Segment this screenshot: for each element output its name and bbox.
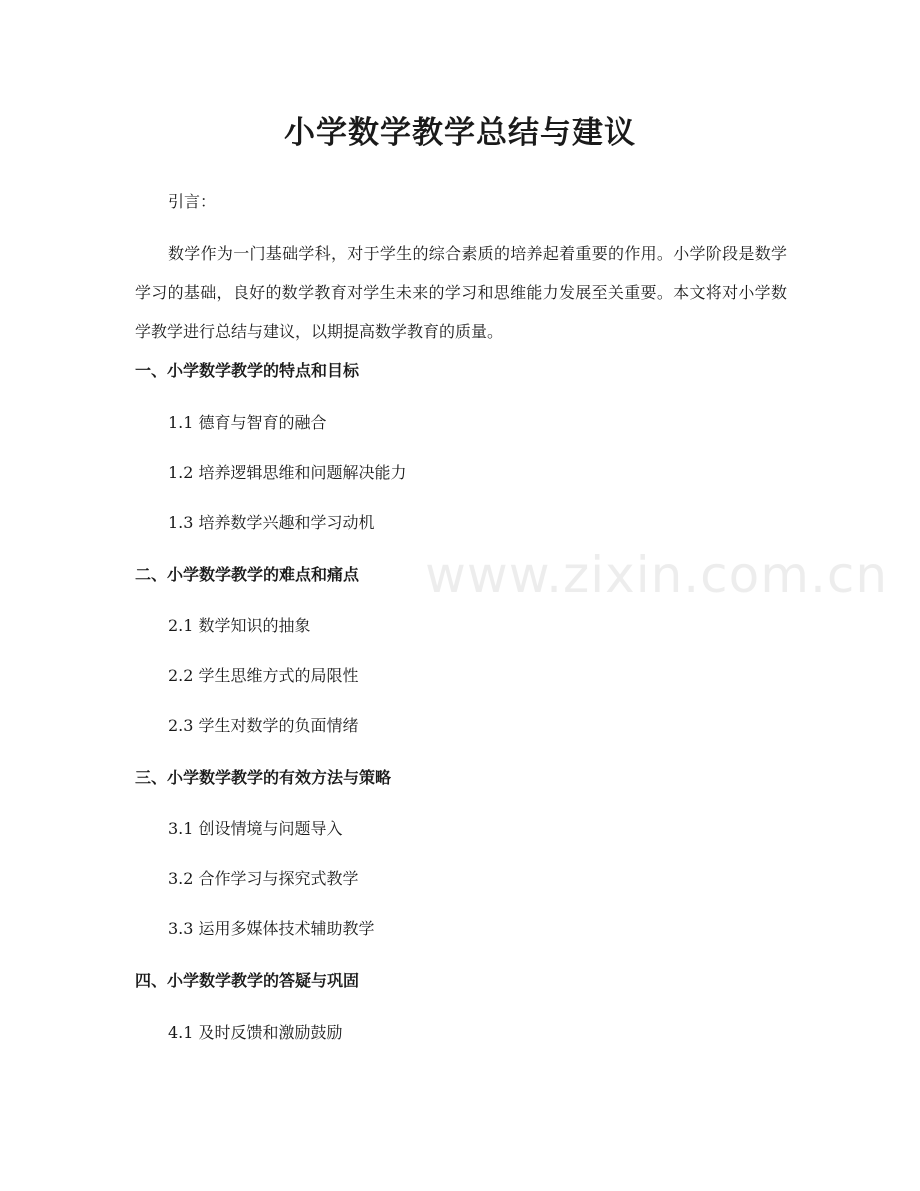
list-item-1-2: 1.2 培养逻辑思维和问题解决能力 — [168, 463, 407, 482]
list-item-4-1: 4.1 及时反馈和激励鼓励 — [168, 1023, 343, 1042]
list-item-1-1: 1.1 德育与智育的融合 — [168, 413, 327, 432]
list-item-3-1: 3.1 创设情境与问题导入 — [168, 819, 343, 838]
section-heading-1: 一、小学数学教学的特点和目标 — [135, 361, 360, 380]
intro-paragraph: 数学作为一门基础学科，对于学生的综合素质的培养起着重要的作用。小学阶段是数学学习的基础，良好的数学教育对学生未来的学习和思维能力发展至关重要。本文将对小学数学教学进行总结与建议，以期提高数学教育的质量。 — [135, 244, 787, 341]
list-item-1-3: 1.3 培养数学兴趣和学习动机 — [168, 513, 375, 532]
watermark: www.zixin.com.cn — [425, 546, 889, 604]
intro-label: 引言： — [168, 192, 217, 211]
section-heading-4: 四、小学数学教学的答疑与巩固 — [135, 971, 360, 990]
list-item-2-2: 2.2 学生思维方式的局限性 — [168, 666, 359, 685]
list-item-2-1: 2.1 数学知识的抽象 — [168, 616, 311, 635]
list-item-3-2: 3.2 合作学习与探究式教学 — [168, 869, 359, 888]
list-item-2-3: 2.3 学生对数学的负面情绪 — [168, 716, 359, 735]
section-heading-2: 二、小学数学教学的难点和痛点 — [135, 565, 360, 584]
section-heading-3: 三、小学数学教学的有效方法与策略 — [135, 768, 392, 787]
page-title: 小学数学教学总结与建议 — [284, 115, 636, 151]
list-item-3-3: 3.3 运用多媒体技术辅助教学 — [168, 919, 375, 938]
